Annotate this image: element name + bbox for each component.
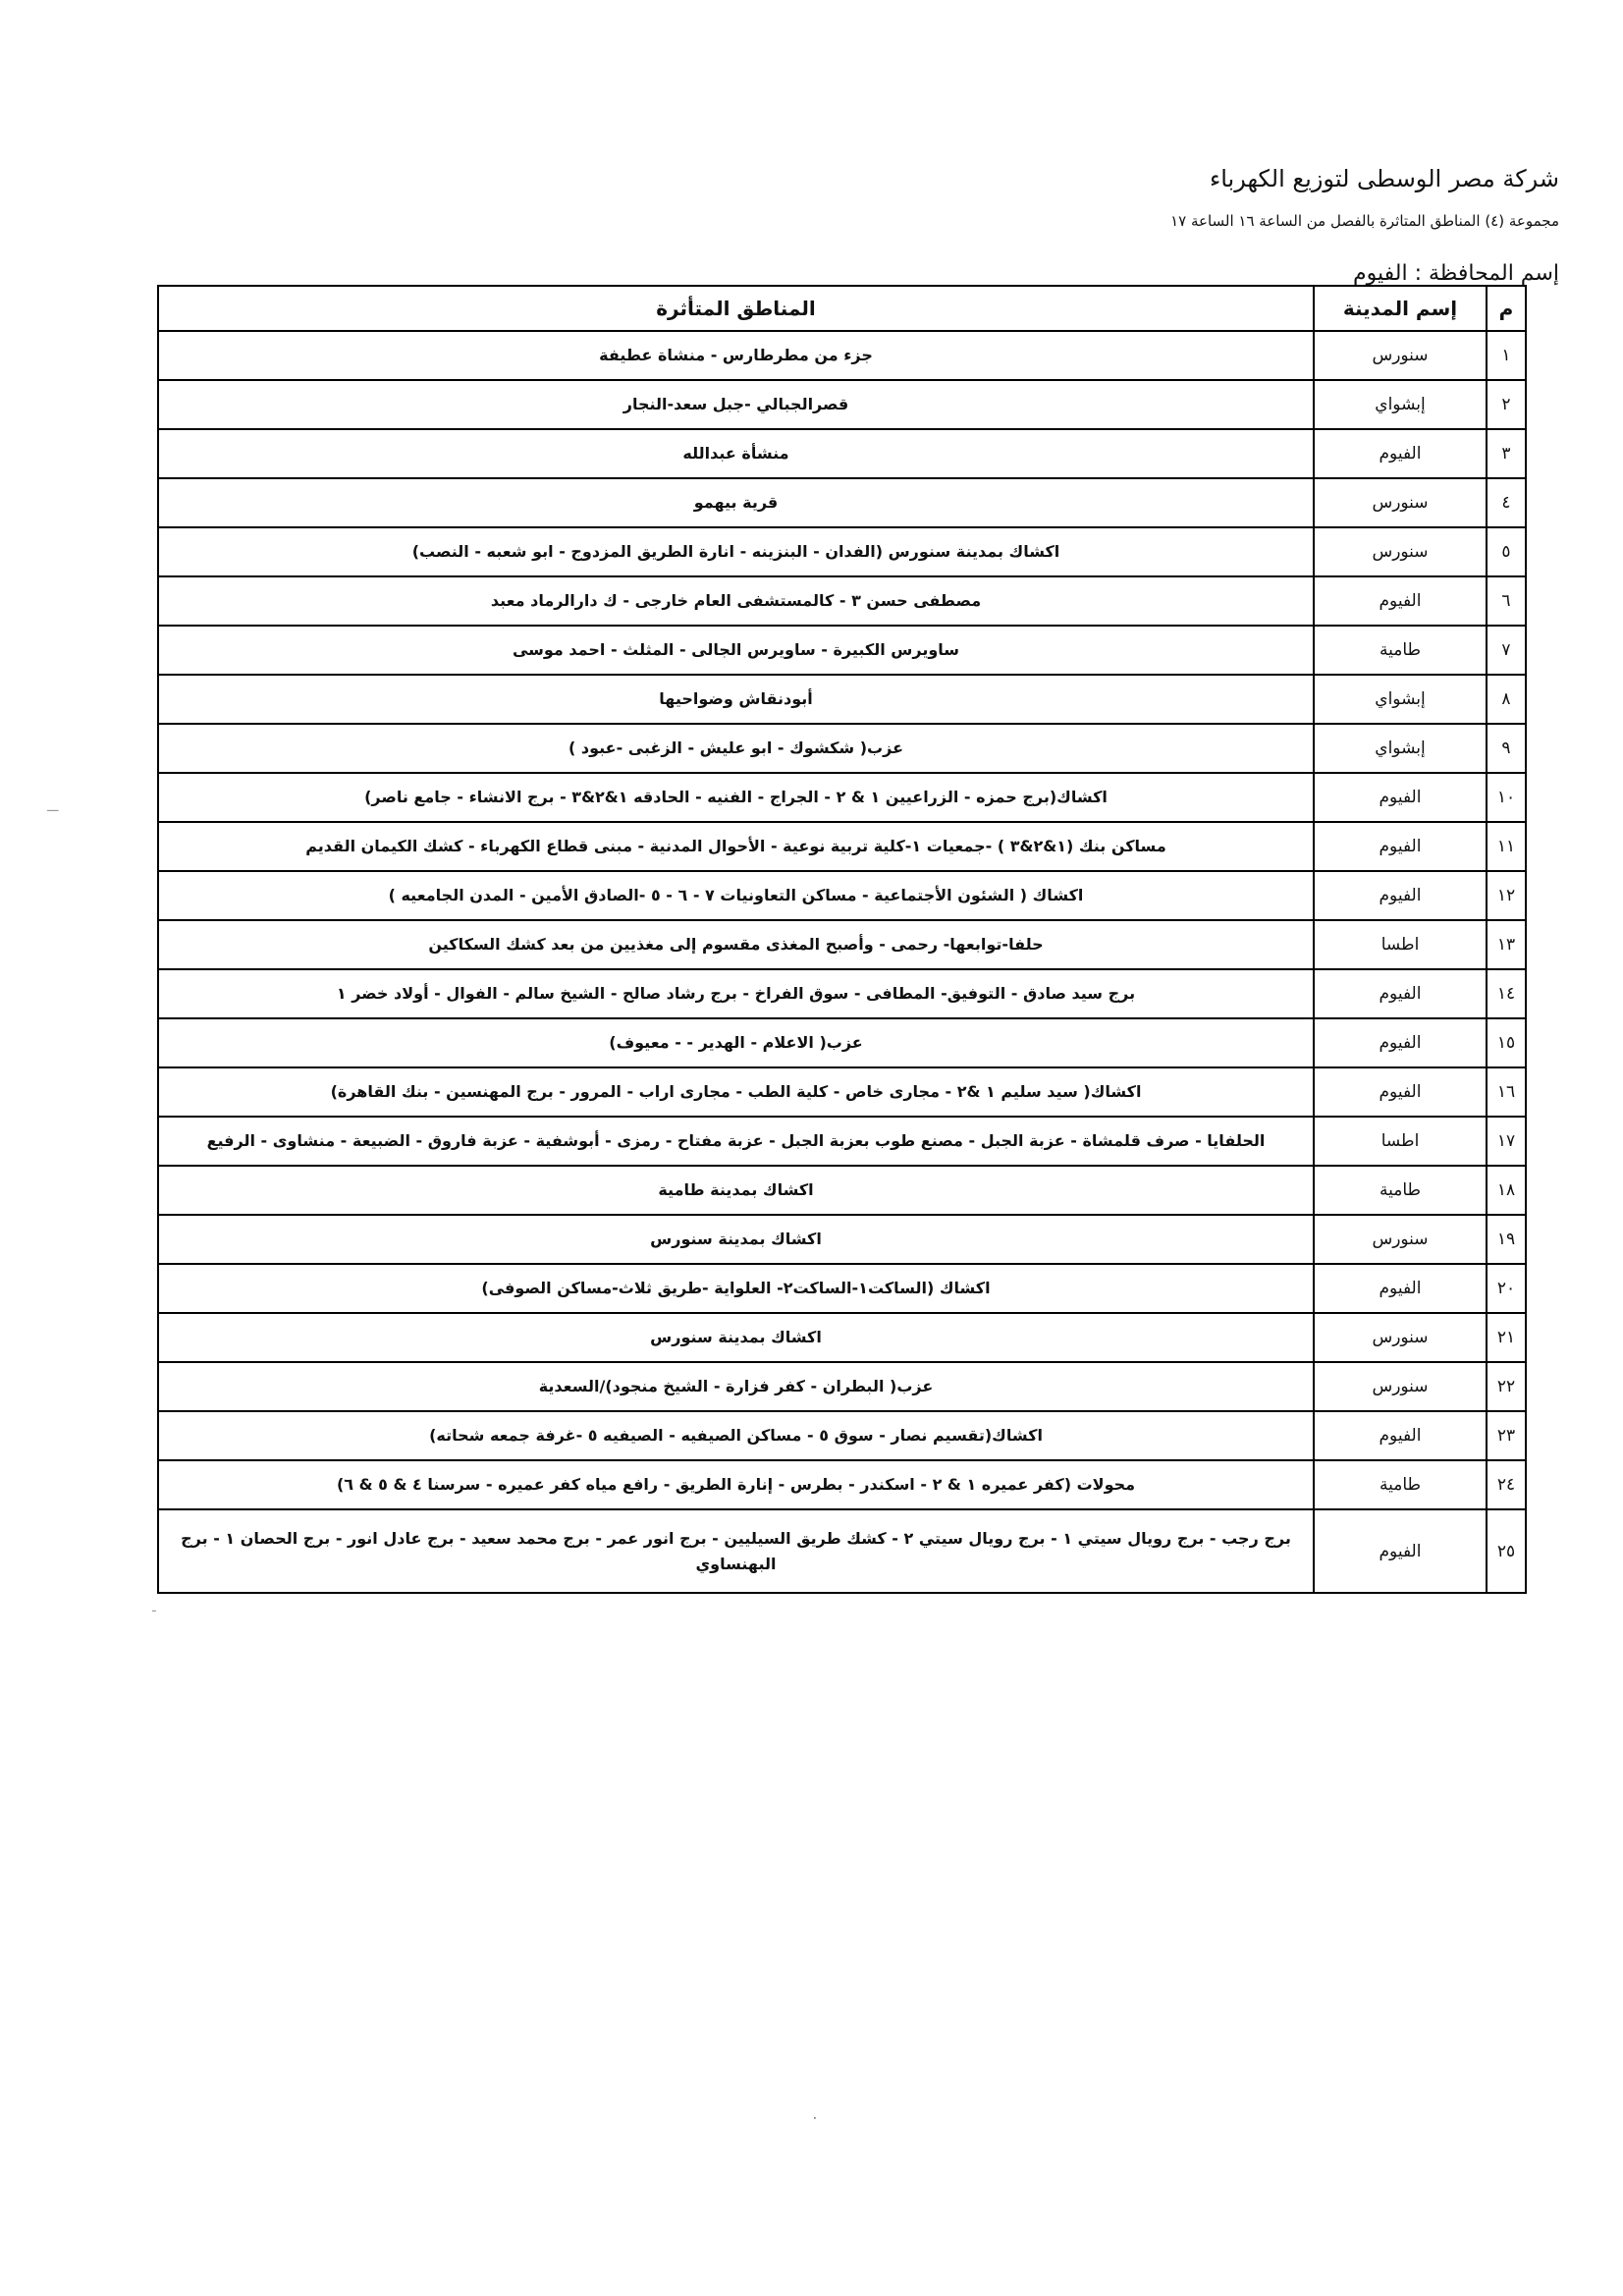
affected-areas: اكشاك بمدينة سنورس (الفدان - البنزينه - انارة الطريق المزدوج - ابو شعبه - النصب) <box>158 527 1314 576</box>
affected-areas: اكشاك(تقسيم نصار - سوق ٥ - مساكن الصيفيه - الصيفيه ٥ -غرفة جمعه شحاته) <box>158 1411 1314 1460</box>
row-number: ٥ <box>1487 527 1526 576</box>
row-number: ٢٤ <box>1487 1460 1526 1509</box>
table-row <box>158 1313 1526 1362</box>
city-name: الفيوم <box>1314 576 1487 626</box>
affected-areas: عزب( الاعلام - الهدير - - معيوف) <box>158 1018 1314 1067</box>
affected-areas: الحلفايا - صرف قلمشاة - عزبة الجبل - مصنع طوب بعزبة الجبل - عزبة مفتاح - رمزى - أبوشفية - عزبة فاروق - الضبيعة - منشاوى - الرفيع <box>158 1117 1314 1166</box>
city-name: طامية <box>1314 1166 1487 1215</box>
row-number: ٩ <box>1487 724 1526 773</box>
row-number: ١٥ <box>1487 1018 1526 1067</box>
table-row <box>158 478 1526 527</box>
city-name: إبشواي <box>1314 675 1487 724</box>
page-mark: · <box>813 2111 817 2125</box>
row-number: ٣ <box>1487 429 1526 478</box>
affected-areas: محولات (كفر عميره ١ & ٢ - اسكندر - بطرس - إنارة الطريق - رافع مياه كفر عميره - سرسنا ٤ & ٥ & ٦) <box>158 1460 1314 1509</box>
affected-areas: اكشاك (الساكت١-الساكت٢- العلواية -طريق ثلاث-مساكن الصوفى) <box>158 1264 1314 1313</box>
table-row <box>158 1166 1526 1215</box>
affected-areas-table <box>157 285 1527 1594</box>
affected-areas: اكشاك(برج حمزه - الزراعيين ١ & ٢ - الجراج - الفنيه - الحادقه ١&٢&٣ - برج الانشاء - جامع ناصر) <box>158 773 1314 822</box>
city-name: الفيوم <box>1314 969 1487 1018</box>
city-name: الفيوم <box>1314 1067 1487 1117</box>
city-name: الفيوم <box>1314 1018 1487 1067</box>
row-number: ١ <box>1487 331 1526 380</box>
row-number: ١٤ <box>1487 969 1526 1018</box>
city-name: سنورس <box>1314 1362 1487 1411</box>
row-number: ١٧ <box>1487 1117 1526 1166</box>
row-number: ٢٢ <box>1487 1362 1526 1411</box>
table-row <box>158 331 1526 380</box>
table-row <box>158 576 1526 626</box>
table-row <box>158 675 1526 724</box>
city-name: طامية <box>1314 626 1487 675</box>
row-number: ١١ <box>1487 822 1526 871</box>
header-num: م <box>1487 286 1526 331</box>
table-row <box>158 1018 1526 1067</box>
table-row <box>158 871 1526 920</box>
table-row <box>158 1067 1526 1117</box>
table-header-row <box>158 286 1526 331</box>
city-name: الفيوم <box>1314 1264 1487 1313</box>
row-number: ١٦ <box>1487 1067 1526 1117</box>
city-name: سنورس <box>1314 331 1487 380</box>
governorate-line: إسم المحافظة : الفيوم <box>1353 261 1559 286</box>
affected-areas: حلفا-توابعها- رحمى - وأصبح المغذى مقسوم إلى مغذيين من بعد كشك السكاكين <box>158 920 1314 969</box>
affected-areas: اكشاك ( الشئون الأجتماعية - مساكن التعاونيات ٧ - ٦ - ٥ -الصادق الأمين - المدن الجامعيه ) <box>158 871 1314 920</box>
affected-areas: برج رجب - برج رويال سيتي ١ - برج رويال سيتي ٢ - كشك طريق السيليين - برج انور عمر - برج محمد سعيد - برج عادل انور - برج الحصان ١ - برج البهنساوي <box>158 1509 1314 1593</box>
affected-areas: عزب( البطران - كفر فزارة - الشيخ منجود)/السعدية <box>158 1362 1314 1411</box>
affected-areas: اكشاك بمدينة سنورس <box>158 1313 1314 1362</box>
city-name: اطسا <box>1314 920 1487 969</box>
table-row <box>158 724 1526 773</box>
row-number: ٧ <box>1487 626 1526 675</box>
table-row <box>158 429 1526 478</box>
row-number: ٢٥ <box>1487 1509 1526 1593</box>
table-row <box>158 920 1526 969</box>
table-row <box>158 1411 1526 1460</box>
affected-areas: جزء من مطرطارس - منشاة عطيفة <box>158 331 1314 380</box>
city-name: إبشواي <box>1314 724 1487 773</box>
row-number: ١٩ <box>1487 1215 1526 1264</box>
table-row <box>158 1460 1526 1509</box>
group-time-line: مجموعة (٤) المناطق المتاثرة بالفصل من الساعة ١٦ الساعة ١٧ <box>1170 212 1559 230</box>
city-name: إبشواي <box>1314 380 1487 429</box>
city-name: الفيوم <box>1314 871 1487 920</box>
table-row <box>158 626 1526 675</box>
row-number: ١٨ <box>1487 1166 1526 1215</box>
row-number: ٤ <box>1487 478 1526 527</box>
margin-mark: ـ <box>152 1601 156 1615</box>
city-name: الفيوم <box>1314 1509 1487 1593</box>
city-name: طامية <box>1314 1460 1487 1509</box>
row-number: ١٣ <box>1487 920 1526 969</box>
affected-areas: مصطفى حسن ٣ - كالمستشفى العام خارجى - ك دارالرماد معبد <box>158 576 1314 626</box>
company-name: شركة مصر الوسطى لتوزيع الكهرباء <box>1209 165 1559 192</box>
city-name: سنورس <box>1314 478 1487 527</box>
city-name: سنورس <box>1314 1313 1487 1362</box>
city-name: اطسا <box>1314 1117 1487 1166</box>
row-number: ٢٠ <box>1487 1264 1526 1313</box>
city-name: سنورس <box>1314 527 1487 576</box>
city-name: سنورس <box>1314 1215 1487 1264</box>
table-row <box>158 773 1526 822</box>
table-row <box>158 1215 1526 1264</box>
table-row <box>158 1362 1526 1411</box>
affected-areas: عزب( شكشوك - ابو عليش - الزغبى -عبود ) <box>158 724 1314 773</box>
table-row <box>158 527 1526 576</box>
affected-areas: اكشاك بمدينة طامية <box>158 1166 1314 1215</box>
margin-mark: ـــ <box>47 800 59 815</box>
affected-areas: مساكن بنك (١&٢&٣ ) -جمعيات ١-كلية تربية نوعية - الأحوال المدنية - مبنى قطاع الكهرباء - كشك الكيمان القديم <box>158 822 1314 871</box>
table-row <box>158 1117 1526 1166</box>
table-row <box>158 1509 1526 1593</box>
affected-areas: ساويرس الكبيرة - ساويرس الجالى - المثلث - احمد موسى <box>158 626 1314 675</box>
table-row <box>158 1264 1526 1313</box>
row-number: ٢٣ <box>1487 1411 1526 1460</box>
table-row <box>158 380 1526 429</box>
affected-areas: برج سيد صادق - التوفيق- المطافى - سوق الفراخ - برج رشاد صالح - الشيخ سالم - الفوال - أولاد خضر ١ <box>158 969 1314 1018</box>
row-number: ٢ <box>1487 380 1526 429</box>
city-name: الفيوم <box>1314 822 1487 871</box>
header-areas: المناطق المتأثرة <box>158 286 1314 331</box>
row-number: ٨ <box>1487 675 1526 724</box>
affected-areas: قرية بيهمو <box>158 478 1314 527</box>
row-number: ٢١ <box>1487 1313 1526 1362</box>
table-row <box>158 969 1526 1018</box>
row-number: ١٢ <box>1487 871 1526 920</box>
affected-areas: اكشاك بمدينة سنورس <box>158 1215 1314 1264</box>
row-number: ٦ <box>1487 576 1526 626</box>
city-name: الفيوم <box>1314 1411 1487 1460</box>
row-number: ١٠ <box>1487 773 1526 822</box>
city-name: الفيوم <box>1314 773 1487 822</box>
affected-areas: اكشاك( سيد سليم ١ &٢ - مجارى خاص - كلية الطب - مجارى اراب - المرور - برج المهنسين - بنك القاهرة) <box>158 1067 1314 1117</box>
table-body <box>158 331 1526 1593</box>
affected-areas: أبودنقاش وضواحيها <box>158 675 1314 724</box>
city-name: الفيوم <box>1314 429 1487 478</box>
affected-areas: قصرالجبالي -جبل سعد-النجار <box>158 380 1314 429</box>
table-row <box>158 822 1526 871</box>
header-city: إسم المدينة <box>1314 286 1487 331</box>
affected-areas: منشأة عبدالله <box>158 429 1314 478</box>
